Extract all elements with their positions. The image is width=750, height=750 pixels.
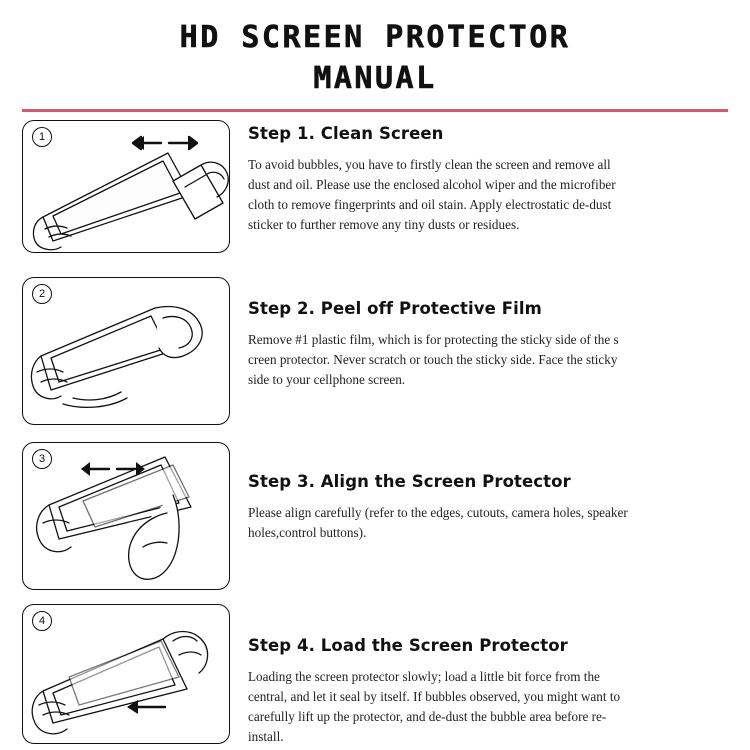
page-title-line-2: MANUAL [313,60,437,96]
step-1 [0,120,750,253]
illustration-align-protector [22,442,230,590]
step-4-title: Step 4. Load the Screen Protector [248,636,568,655]
step-number-badge-1: 1 [32,127,52,147]
clean-screen-drawing [23,121,230,253]
peel-film-drawing [23,278,230,425]
title-divider [22,109,728,112]
step-3-body: Please align carefully (refer to the edges, cutouts, camera holes, speaker holes,control buttons). [248,505,628,541]
step-1-text [248,120,728,235]
step-number-badge-2: 2 [32,284,52,304]
step-4-text [248,604,728,747]
step-2 [0,277,750,425]
step-2-title: Step 2. Peel off Protective Film [248,299,542,318]
step-3 [0,442,750,590]
step-2-body: Remove #1 plastic film, which is for protecting the sticky side of the s creen protector. Never scratch or touch the sticky side. Face the sticky side to your cellphone screen. [248,332,619,388]
step-2-text [248,277,728,390]
step-3-text [248,442,728,543]
step-number-badge-4: 4 [32,611,52,631]
page-header [0,0,750,112]
step-4 [0,604,750,747]
step-1-title: Step 1. Clean Screen [248,124,444,143]
illustration-load-protector [22,604,230,744]
step-1-body: To avoid bubbles, you have to firstly clean the screen and remove all dust and oil. Please use the enclosed alcohol wiper and the microfiber cloth to remove fingerprints and oil stain. Apply electrostatic de-dust sticker to further remove any tiny dusts or residues. [248,157,616,233]
illustration-clean-screen [22,120,230,253]
page-title-line-1: HD SCREEN PROTECTOR [179,20,571,55]
step-3-title: Step 3. Align the Screen Protector [248,472,571,491]
step-number-badge-3: 3 [32,449,52,469]
step-4-body: Loading the screen protector slowly; load a little bit force from the central, and let it seal by itself. If bubbles observed, you might want to carefully lift up the protector, and de-dust the bubble area before re-install. [248,669,621,745]
align-protector-drawing [23,443,230,590]
illustration-peel-film [22,277,230,425]
load-protector-drawing [23,605,230,744]
